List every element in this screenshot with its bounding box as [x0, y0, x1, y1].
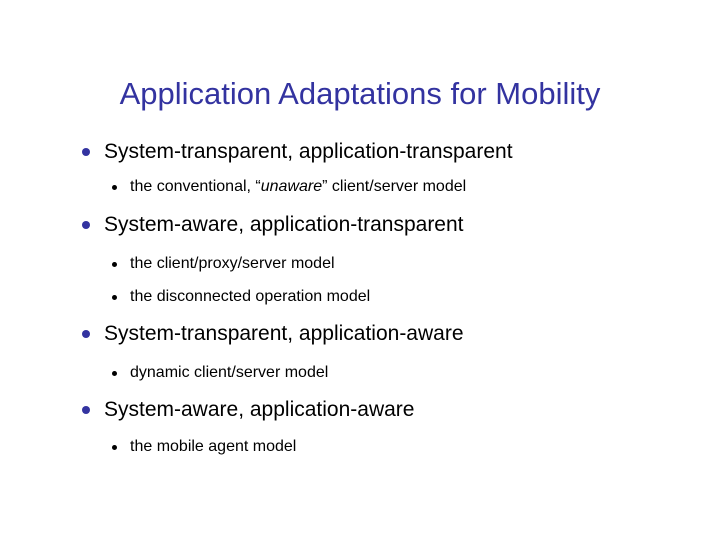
bullet-dot-icon: [82, 221, 90, 229]
sub-bullet-item: [112, 286, 370, 308]
sub-bullet-item: [112, 362, 328, 384]
bullet-item: [82, 211, 464, 239]
sub-bullet-text-part: ” client/server model: [322, 178, 467, 195]
sub-bullet-dot-icon: [112, 295, 117, 300]
bullet-text: System-aware, application-aware: [104, 398, 415, 421]
bullet-dot-icon: [82, 406, 90, 414]
sub-bullet-item: [112, 253, 335, 275]
sub-bullet-text: the client/proxy/server model: [130, 255, 335, 272]
bullet-item: [82, 138, 513, 166]
bullet-item: [82, 396, 414, 424]
sub-bullet-text: the disconnected operation model: [130, 288, 371, 305]
bullet-text: System-transparent, application-aware: [104, 322, 464, 345]
slide-title: Application Adaptations for Mobility: [119, 76, 601, 111]
bullet-dot-icon: [82, 330, 90, 338]
sub-bullet-text: [130, 178, 466, 196]
bullet-text: System-transparent, application-transparent: [104, 140, 513, 163]
sub-bullet-item: [112, 436, 296, 458]
sub-bullet-item: [112, 176, 466, 198]
bullet-text: System-aware, application-transparent: [104, 213, 464, 236]
sub-bullet-text-part: the conventional, “: [130, 178, 261, 195]
sub-bullet-dot-icon: [112, 445, 117, 450]
sub-bullet-dot-icon: [112, 371, 117, 376]
sub-bullet-dot-icon: [112, 262, 117, 267]
sub-bullet-text: dynamic client/server model: [130, 364, 329, 381]
bullet-item: [82, 320, 464, 348]
bullet-dot-icon: [82, 148, 90, 156]
sub-bullet-dot-icon: [112, 185, 117, 190]
sub-bullet-emphasis: unaware: [260, 178, 323, 195]
sub-bullet-text: the mobile agent model: [130, 438, 297, 455]
